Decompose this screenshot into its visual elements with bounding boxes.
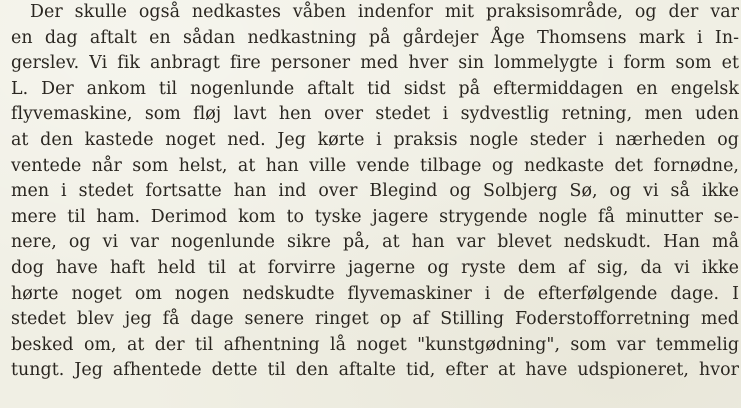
text-line: stedet blev jeg få dage senere ringet op af Stilling Foderstofforretning med — [11, 309, 739, 330]
text-line: gerslev. Vi fik anbragt fire personer med hver sin lommelygte i form som et — [11, 53, 739, 74]
text-line: flyvemaskine, som fløj lavt hen over stedet i sydvestlig retning, men uden — [11, 104, 739, 125]
text-line: nere, og vi var nogenlunde sikre på, at han var blevet nedskudt. Han må — [11, 232, 739, 253]
text-line: dog have haft held til at forvirre jagerne og ryste dem af sig, da vi ikke — [11, 257, 739, 278]
text-line: tungt. Jeg afhentede dette til den aftalte tid, efter at have udspioneret, hvor — [11, 360, 739, 381]
text-line: mere til ham. Derimod kom to tyske jagere strygende nogle få minutter se- — [11, 206, 739, 227]
text-line: at den kastede noget ned. Jeg kørte i praksis nogle steder i nærheden og — [11, 129, 739, 150]
text-line: L. Der ankom til nogenlunde aftalt tid sidst på eftermiddagen en engelsk — [11, 78, 739, 99]
text-line: en dag aftalt en sådan nedkastning på gårdejer Åge Thomsens mark i In- — [11, 27, 739, 48]
text-line: Der skulle også nedkastes våben indenfor mit praksisområde, og der var — [30, 2, 739, 22]
text-line: hørte noget om nogen nedskudte flyvemaskiner i de efterfølgende dage. I — [11, 283, 739, 304]
text-line: besked om, at der til afhentning lå noget "kunstgødning", som var temmelig — [11, 334, 739, 355]
text-line: ventede når som helst, at han ville vende tilbage og nedkaste det fornødne, — [11, 155, 739, 176]
body-text — [11, 0, 739, 384]
text-line: men i stedet fortsatte han ind over Blegind og Solbjerg Sø, og vi så ikke — [11, 181, 739, 202]
